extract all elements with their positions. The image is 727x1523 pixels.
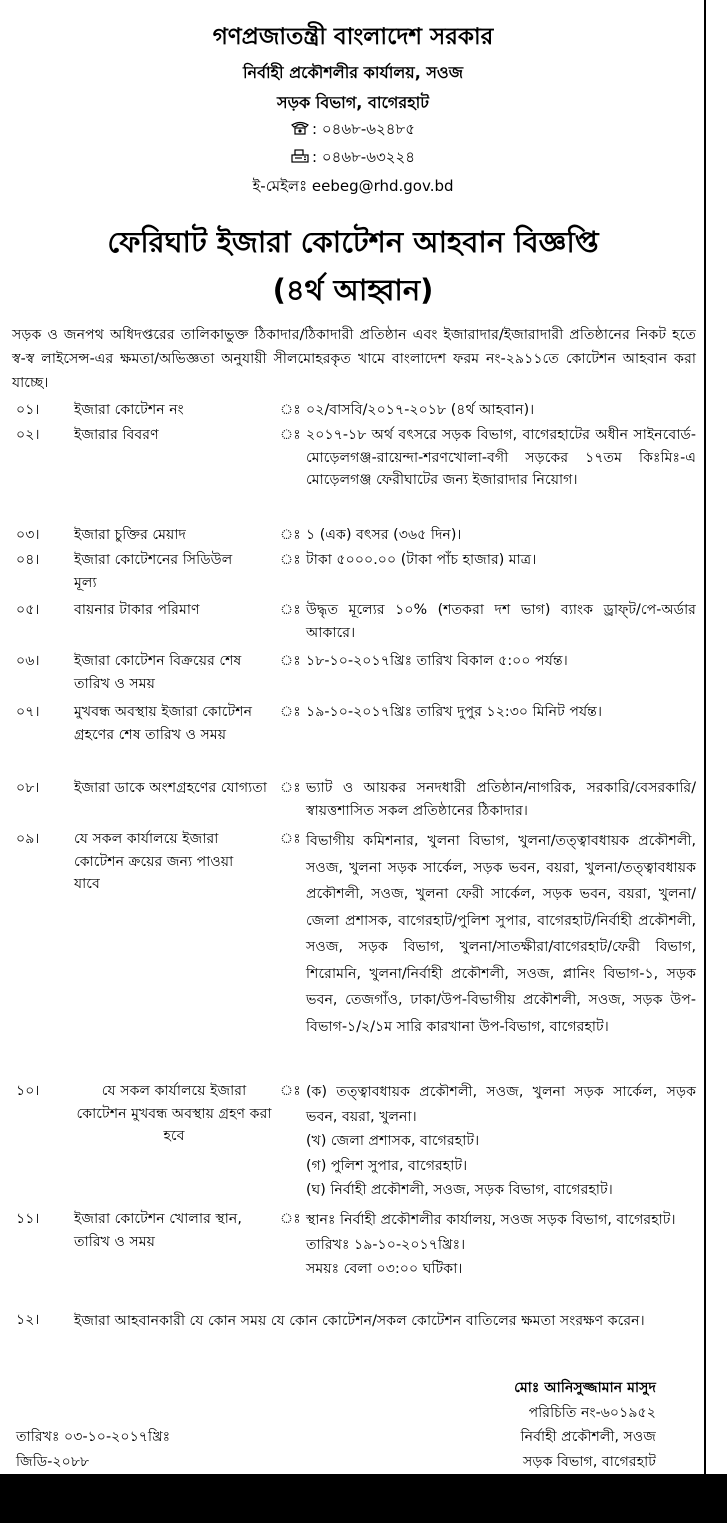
- item-label: ইজারা চুক্তির মেয়াদ: [74, 527, 186, 543]
- item-number: ০৯।: [16, 831, 40, 847]
- item-value: বিভাগীয় কমিশনার, খুলনা বিভাগ, খুলনা/তত্ত্বাবধায়ক প্রকৌশলী, সওজ, খুলনা সড়ক সার্কেল, সড়ক ভবন, বয়রা, খুলনা/তত্ত্বাবধায়ক প্রকৌশলী, সওজ, খুলনা ফেরী সার্কেল, সড়ক ভবন, বয়রা, খুলনা/জেলা প্রশাসক, বাগেরহাট/পুলিশ সুপার, বাগেরহাট/নির্বাহী প্রকৌশলী, সওজ, সড়ক বিভাগ, খুলনা/সাতক্ষীরা/বাগেরহাট/ফেরী বিভাগ, শিরোমনি, খুলনা/নির্বাহী প্রকৌশলী, সওজ, প্লানিং বিভাগ-১, সড়ক ভবন, তেজগাঁও, ঢাকা/উপ-বিভাগীয় প্রকৌশলী, সওজ, সড়ক উপ-বিভাগ-১/২/১ম সারি কারখানা উপ-বিভাগ, বাগেরহাট।: [306, 833, 696, 1035]
- item-number: ০৪।: [16, 552, 40, 568]
- telephone-icon: [291, 121, 309, 135]
- colon: ঃ: [280, 552, 301, 568]
- item-value: ২০১৭-১৮ অর্থ বৎসরে সড়ক বিভাগ, বাগেরহাটের অধীন সাইনবোর্ড-মোড়েলগঞ্জ-রায়েন্দা-শরণখোলা-বগী সড়কের ১৭তম কিঃমিঃ-এ মোড়েলগঞ্জ ফেরীঘাটের জন্য ইজারাদার নিয়োগ।: [306, 427, 696, 488]
- footer-block: [16, 1425, 170, 1474]
- gd-number: জিডি-২০৮৮: [16, 1453, 90, 1470]
- fax-icon: [291, 149, 309, 163]
- signatory-office: সড়ক বিভাগ, বাগেরহাট: [522, 1453, 656, 1470]
- colon: ঃ: [280, 831, 301, 847]
- item-label: ইজারা কোটেশন বিক্রয়ের শেষ তারিখ ও সময়: [74, 653, 242, 692]
- signature-block: [514, 1376, 656, 1474]
- item-value: ভ্যাট ও আয়কর সনদধারী প্রতিষ্ঠান/নাগরিক, সরকারি/বেসরকারি/স্বায়ত্তশাসিত সকল প্রতিষ্ঠানের ঠিকাদার।: [306, 780, 696, 819]
- item-label: ইজারা কোটেশন খোলার স্থান, তারিখ ও সময়: [74, 1211, 242, 1250]
- colon: ঃ: [280, 527, 301, 543]
- colon: ঃ: [280, 402, 301, 418]
- item-number: ০৩।: [16, 527, 40, 543]
- notice-subtitle: (৪র্থ আহ্বান): [272, 273, 434, 307]
- item-label: ইজারা কোটেশন নং: [74, 402, 184, 418]
- item-value: টাকা ৫০০০.০০ (টাকা পাঁচ হাজার) মাত্র।: [306, 552, 537, 568]
- colon: ঃ: [280, 704, 301, 720]
- colon: ঃ: [280, 780, 301, 796]
- item-value: ইজারা আহবানকারী যে কোন সময় যে কোন কোটেশন/সকল কোটেশন বাতিলের ক্ষমতা সংরক্ষণ করেন।: [74, 1313, 645, 1329]
- item-number: ০৭।: [16, 704, 40, 720]
- item-number: ১১।: [16, 1211, 40, 1227]
- item-value: স্থানঃ নির্বাহী প্রকৌশলীর কার্যালয়, সওজ সড়ক বিভাগ, বাগেরহাট। তারিখঃ ১৯-১০-২০১৭খ্রিঃ। সময়ঃ বেলা ০৩:০০ ঘটিকা।: [306, 1212, 676, 1277]
- item-number: ০৬।: [16, 653, 40, 669]
- signatory-name: মোঃ আনিসুজ্জামান মাসুদ: [514, 1380, 656, 1396]
- colon: ঃ: [280, 1211, 301, 1227]
- division-name: সড়ক বিভাগ, বাগেরহাট: [277, 93, 429, 112]
- item-number: ০৫।: [16, 602, 40, 618]
- item-value: (ক) তত্ত্বাবধায়ক প্রকৌশলী, সওজ, খুলনা সড়ক সার্কেল, সড়ক ভবন, বয়রা, খুলনা। (খ) জেলা প্রশাসক, বাগেরহাট। (গ) পুলিশ সুপার, বাগেরহাট। (ঘ) নির্বাহী প্রকৌশলী, সওজ, সড়ক বিভাগ, বাগেরহাট।: [306, 1084, 696, 1198]
- item-label: ইজারা ডাকে অংশগ্রহণের যোগ্যতা: [74, 780, 267, 796]
- colon: ঃ: [280, 427, 301, 443]
- notice-date: তারিখঃ ০৩-১০-২০১৭খ্রিঃ: [16, 1429, 171, 1445]
- intro-paragraph: সড়ক ও জনপথ অধিদপ্তরের তালিকাভুক্ত ঠিকাদার/ঠিকাদারী প্রতিষ্ঠান এবং ইজারাদার/ইজারাদারী প্রতিষ্ঠানের নিকট হতে স্ব-স্ব লাইসেন্স-এর ক্ষমতা/অভিজ্ঞতা অনুযায়ী সীলমোহরকৃত খামে বাংলাদেশ ফরম নং-২৯১১তে কোটেশন আহবান করা যাচ্ছে।: [12, 327, 696, 391]
- signatory-id: পরিচিতি নং-৬০১৯৫২: [528, 1404, 656, 1421]
- item-number: ০২।: [16, 427, 40, 443]
- item-value: ১ (এক) বৎসর (৩৬৫ দিন)।: [306, 527, 462, 543]
- item-value: ০২/বাসবি/২০১৭-২০১৮ (৪র্থ আহবান)।: [306, 402, 535, 418]
- fax-number: : ০৪৬৮-৬৩২২৪: [312, 148, 415, 166]
- item-label: বায়নার টাকার পরিমাণ: [74, 602, 200, 618]
- notice-title: ফেরিঘাট ইজারা কোটেশন আহবান বিজ্ঞপ্তি: [107, 225, 599, 259]
- fax-line: [0, 146, 706, 171]
- colon: ঃ: [280, 602, 301, 618]
- phone-line: [0, 118, 706, 143]
- item-number: ১০।: [16, 1083, 40, 1099]
- email-line: ই-মেইলঃ eebeg@rhd.gov.bd: [252, 177, 454, 195]
- item-label: যে সকল কার্যালয়ে ইজারা কোটেশন ক্রয়ের জন্য পাওয়া যাবে: [74, 831, 234, 892]
- item-label: ইজারার বিবরণ: [74, 427, 159, 443]
- item-number: ০৮।: [16, 780, 40, 796]
- colon: ঃ: [280, 653, 301, 669]
- item-value: উদ্ধৃত মূল্যের ১০% (শতকরা দশ ভাগ) ব্যাংক ড্রাফ্‌ট/পে-অর্ডার আকারে।: [306, 602, 696, 641]
- item-value: ১৯-১০-২০১৭খ্রিঃ তারিখ দুপুর ১২:৩০ মিনিট পর্যন্ত।: [306, 704, 603, 720]
- item-value: ১৮-১০-২০১৭খ্রিঃ তারিখ বিকাল ৫:০০ পর্যন্ত।: [306, 653, 568, 669]
- item-number: ১২।: [16, 1312, 40, 1328]
- signatory-designation: নির্বাহী প্রকৌশলী, সওজ: [520, 1429, 656, 1445]
- colon: ঃ: [280, 1083, 301, 1099]
- item-number: ০১।: [16, 402, 40, 418]
- phone-number: : ০৪৬৮-৬২৪৮৫: [312, 120, 415, 138]
- item-label: যে সকল কার্যালয়ে ইজারা কোটেশন মুখবন্ধ অবস্থায় গ্রহণ করা হবে: [76, 1083, 272, 1144]
- item-label: মুখবন্ধ অবস্থায় ইজারা কোটেশন গ্রহণের শেষ তারিখ ও সময়: [74, 704, 253, 743]
- office-name: নির্বাহী প্রকৌশলীর কার্যালয়, সওজ: [242, 63, 464, 82]
- item-label: ইজারা কোটেশনের সিডিউল মূল্য: [74, 552, 233, 591]
- bottom-border-bar: [0, 1474, 727, 1523]
- govt-title: গণপ্রজাতন্ত্রী বাংলাদেশ সরকার: [212, 24, 494, 50]
